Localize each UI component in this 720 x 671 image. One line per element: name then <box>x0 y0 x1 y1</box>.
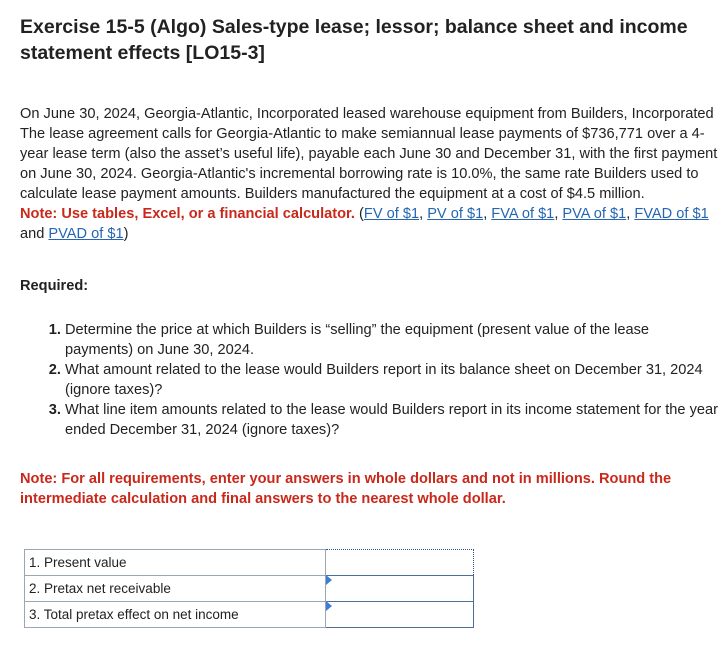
link-fv-of-1[interactable]: FV of $1 <box>363 206 420 222</box>
problem-statement <box>20 104 720 244</box>
link-pva-of-1[interactable]: PVA of $1 <box>562 206 627 222</box>
required-heading: Required: <box>20 278 89 294</box>
present-value-input[interactable] <box>326 551 473 574</box>
row-label-net-income-effect: 3. Total pretax effect on net income <box>25 602 326 628</box>
present-value-cell[interactable] <box>326 550 474 576</box>
rounding-note: Note: For all requirements, enter your answers in whole dollars and not in millions. Round the intermediate calculation and final answers to the nearest whole dollar. <box>20 471 672 507</box>
link-fva-of-1[interactable]: FVA of $1 <box>491 206 555 222</box>
tables-note: Note: Use tables, Excel, or a financial calculator. (FV of $1, PV of $1, FVA of $1, PVA of $1, FVAD of $1 and PVAD of $1) <box>20 206 709 242</box>
requirement-item: 1. Determine the price at which Builders is “selling” the equipment (present value of the lease payments) on June 30, 2024. <box>65 320 720 360</box>
net-income-effect-cell[interactable] <box>326 602 474 628</box>
net-receivable-cell[interactable] <box>326 576 474 602</box>
requirement-item: 2. What amount related to the lease would Builders report in its balance sheet on December 31, 2024 (ignore taxes)? <box>65 360 720 400</box>
requirements-list <box>20 320 720 440</box>
link-fvad-of-1[interactable]: FVAD of $1 <box>634 206 709 222</box>
input-marker-icon <box>326 601 332 611</box>
link-pv-of-1[interactable]: PV of $1 <box>427 206 484 222</box>
row-label-net-receivable: 2. Pretax net receivable <box>25 576 326 602</box>
link-pvad-of-1[interactable]: PVAD of $1 <box>48 226 124 242</box>
table-row <box>25 602 474 628</box>
row-label-present-value: 1. Present value <box>25 550 326 576</box>
requirement-item: 3. What line item amounts related to the lease would Builders report in its income statement for the year ended December 31, 2024 (ignore taxes)? <box>65 400 720 440</box>
intro-paragraph: On June 30, 2024, Georgia-Atlantic, Incorporated leased warehouse equipment from Builders, Incorporated The lease agreement calls for Georgia-Atlantic to make semiannual lease payments of $736,771 over a 4-year lease term (also the asset’s useful life), payable each June 30 and December 31, with the first payment on June 30, 2024. Georgia-Atlantic's incremental borrowing rate is 10.0%, the same rate Builders used to calculate lease payment amounts. Builders manufactured the equipment at a cost of $4.5 million. <box>20 106 718 202</box>
input-marker-icon <box>326 575 332 585</box>
answer-table <box>24 549 474 628</box>
net-receivable-input[interactable] <box>326 577 473 600</box>
table-row <box>25 576 474 602</box>
net-income-effect-input[interactable] <box>326 603 473 626</box>
tables-note-label: Note: Use tables, Excel, or a financial calculator. <box>20 206 355 222</box>
exercise-page <box>20 0 720 509</box>
exercise-title: Exercise 15-5 (Algo) Sales-type lease; lessor; balance sheet and income statement effects [LO15-3] <box>20 16 688 64</box>
table-row <box>25 550 474 576</box>
